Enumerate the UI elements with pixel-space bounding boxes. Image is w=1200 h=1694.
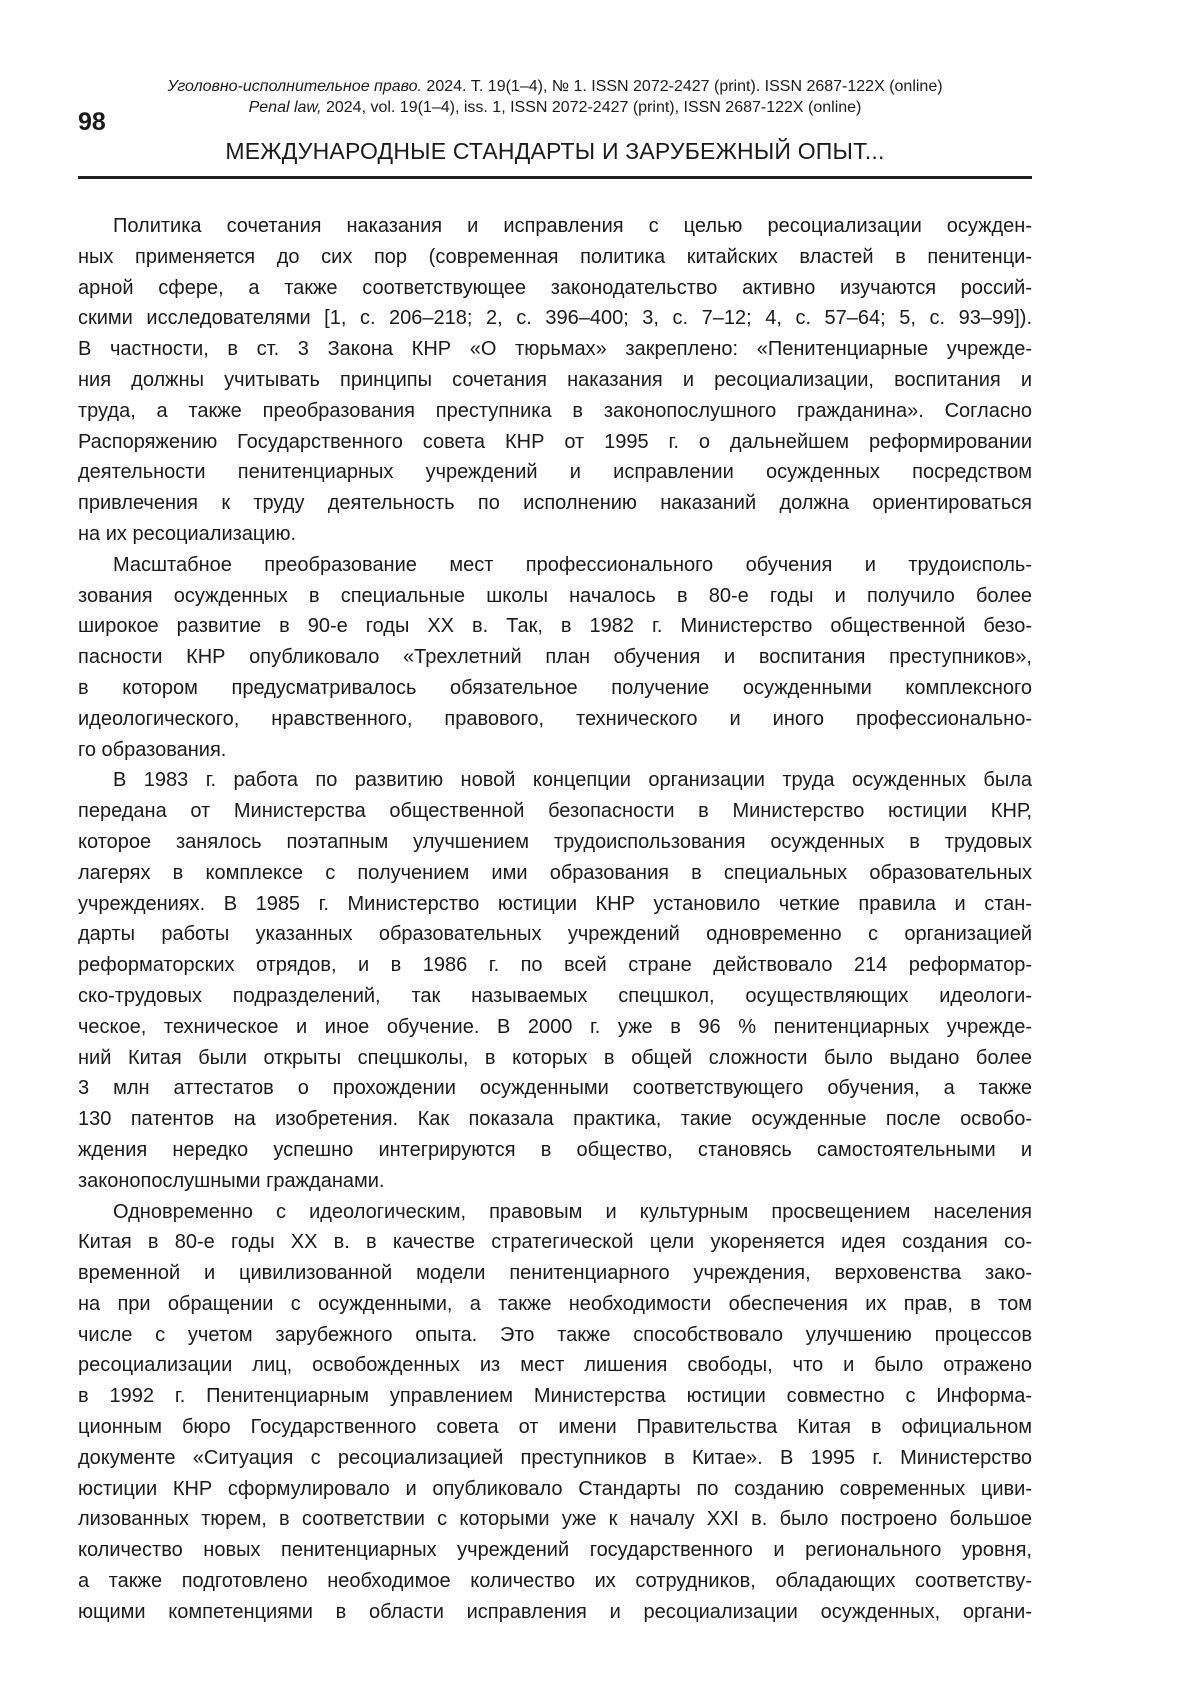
text-line: [78, 1474, 1032, 1505]
line-text: временной и цивилизованной модели пенитенциарного учреждения, верховенства зако-: [78, 1258, 1032, 1289]
line-text: ционным бюро Государственного совета от имени Правительства Китая в официальном: [78, 1412, 1032, 1443]
text-line: [78, 427, 1032, 458]
line-text: ско-трудовых подразделений, так называемых спецшкол, осуществляющих идеологи-: [78, 981, 1032, 1012]
line-text: скими исследователями [1, с. 206–218; 2, с. 396–400; 3, с. 7–12; 4, с. 57–64; 5, с. 93–99]).: [78, 303, 1032, 334]
text-line: [78, 1073, 1032, 1104]
line-text: числе с учетом зарубежного опыта. Это также способствовало улучшению процессов: [78, 1320, 1032, 1351]
journal-citation-ru: [78, 76, 1032, 97]
text-line: [78, 1535, 1032, 1566]
line-text: на при обращении с осужденными, а также необходимости обеспечения их прав, в том: [78, 1289, 1032, 1320]
line-text: привлечения к труду деятельность по исполнению наказаний должна ориентироваться: [78, 488, 1032, 519]
page-number: 98: [78, 108, 106, 137]
text-line: [78, 889, 1032, 920]
text-line: [78, 242, 1032, 273]
text-line: [78, 1412, 1032, 1443]
journal-citation-en: [78, 97, 1032, 118]
text-line: [78, 858, 1032, 889]
text-line: [78, 827, 1032, 858]
line-text: деятельности пенитенциарных учреждений и исправлении осужденных посредством: [78, 457, 1032, 488]
line-text: ждения нередко успешно интегрируются в общество, становясь самостоятельными и: [78, 1135, 1032, 1166]
text-line: [78, 1258, 1032, 1289]
line-text: Масштабное преобразование мест профессионального обучения и трудоисполь-: [113, 550, 1032, 581]
text-line: [78, 1135, 1032, 1166]
line-text: ных применяется до сих пор (современная политика китайских властей в пенитенци-: [78, 242, 1032, 273]
line-text: ческое, техническое и иное обучение. В 2000 г. уже в 96 % пенитенциарных учрежде-: [78, 1012, 1032, 1043]
journal-details-ru: 2024. Т. 19(1–4), № 1. ISSN 2072-2427 (print). ISSN 2687-122X (online): [422, 78, 943, 95]
text-line: [78, 950, 1032, 981]
section-title: МЕЖДУНАРОДНЫЕ СТАНДАРТЫ И ЗАРУБЕЖНЫЙ ОПЫТ...: [78, 136, 1032, 166]
line-text: а также подготовлено необходимое количество их сотрудников, обладающих соответству-: [78, 1566, 1032, 1597]
line-text: которое занялось поэтапным улучшением трудоиспользования осужденных в трудовых: [78, 827, 1032, 858]
line-text: юстиции КНР сформулировало и опубликовало Стандарты по созданию современных циви-: [78, 1474, 1032, 1505]
line-text: В 1983 г. работа по развитию новой концепции организации труда осужденных была: [113, 765, 1032, 796]
text-line: [78, 1504, 1032, 1535]
line-text: ющими компетенциями в области исправления и ресоциализации осужденных, органи-: [78, 1597, 1032, 1628]
line-text: лизованных тюрем, в соответствии с которыми уже к началу XXI в. было построено большое: [78, 1504, 1032, 1535]
text-line: [78, 1104, 1032, 1135]
line-text: в 1992 г. Пенитенциарным управлением Министерства юстиции совместно с Информа-: [78, 1381, 1032, 1412]
line-text: Распоряжению Государственного совета КНР от 1995 г. о дальнейшем реформировании: [78, 427, 1032, 458]
line-text: на их ресоциализацию.: [78, 519, 296, 550]
text-line: [78, 1043, 1032, 1074]
text-line: [78, 519, 1032, 550]
journal-details-en: 2024, vol. 19(1–4), iss. 1, ISSN 2072-2427 (print), ISSN 2687-122X (online): [322, 99, 862, 116]
line-text: в котором предусматривалось обязательное получение осужденными комплексного: [78, 673, 1032, 704]
text-line: [78, 735, 1032, 766]
line-text: Одновременно с идеологическим, правовым и культурным просвещением населения: [113, 1197, 1032, 1228]
header-divider: [78, 176, 1032, 179]
text-line: [78, 581, 1032, 612]
paragraph: [78, 550, 1032, 766]
line-text: 130 патентов на изобретения. Как показала практика, такие осужденные после освобо-: [78, 1104, 1032, 1135]
text-line: [78, 273, 1032, 304]
line-text: зования осужденных в специальные школы началось в 80-е годы и получило более: [78, 581, 1032, 612]
line-text: го образования.: [78, 735, 226, 766]
line-text: Китая в 80-е годы XX в. в качестве стратегической цели укореняется идея создания со-: [78, 1227, 1032, 1258]
text-line: [78, 765, 1032, 796]
text-line: [78, 1320, 1032, 1351]
line-text: труда, а также преобразования преступника в законопослушного гражданина». Согласно: [78, 396, 1032, 427]
line-text: реформаторских отрядов, и в 1986 г. по всей стране действовало 214 реформатор-: [78, 950, 1032, 981]
text-line: [78, 550, 1032, 581]
text-line: [78, 796, 1032, 827]
text-line: [78, 303, 1032, 334]
journal-title-ru: Уголовно-исполнительное право.: [167, 78, 422, 95]
line-text: пасности КНР опубликовало «Трехлетний план обучения и воспитания преступников»,: [78, 642, 1032, 673]
text-line: [78, 365, 1032, 396]
text-line: [78, 919, 1032, 950]
paragraph: [78, 1197, 1032, 1628]
paragraph: [78, 765, 1032, 1196]
text-line: [78, 396, 1032, 427]
line-text: арной сфере, а также соответствующее законодательство активно изучаются россий-: [78, 273, 1032, 304]
text-line: [78, 1166, 1032, 1197]
line-text: ния должны учитывать принципы сочетания наказания и ресоциализации, воспитания и: [78, 365, 1032, 396]
text-line: [78, 642, 1032, 673]
text-line: [78, 1197, 1032, 1228]
text-line: [78, 334, 1032, 365]
journal-title-en: Penal law,: [249, 99, 322, 116]
line-text: Политика сочетания наказания и исправления с целью ресоциализации осужден-: [113, 211, 1032, 242]
text-line: [78, 1566, 1032, 1597]
line-text: документе «Ситуация с ресоциализацией преступников в Китае». В 1995 г. Министерство: [78, 1443, 1032, 1474]
line-text: широкое развитие в 90-е годы XX в. Так, в 1982 г. Министерство общественной безо-: [78, 611, 1032, 642]
text-line: [78, 673, 1032, 704]
text-line: [78, 1597, 1032, 1628]
text-line: [78, 1443, 1032, 1474]
text-line: [78, 1012, 1032, 1043]
text-line: [78, 704, 1032, 735]
line-text: передана от Министерства общественной безопасности в Министерство юстиции КНР,: [78, 796, 1032, 827]
line-text: 3 млн аттестатов о прохождении осужденными соответствующего обучения, а также: [78, 1073, 1032, 1104]
line-text: учреждениях. В 1985 г. Министерство юстиции КНР установило четкие правила и стан-: [78, 889, 1032, 920]
line-text: дарты работы указанных образовательных учреждений одновременно с организацией: [78, 919, 1032, 950]
line-text: количество новых пенитенциарных учреждений государственного и регионального уровня,: [78, 1535, 1032, 1566]
line-text: законопослушными гражданами.: [78, 1166, 384, 1197]
line-text: лагерях в комплексе с получением ими образования в специальных образовательных: [78, 858, 1032, 889]
text-line: [78, 1350, 1032, 1381]
line-text: В частности, в ст. 3 Закона КНР «О тюрьмах» закреплено: «Пенитенциарные учрежде-: [78, 334, 1032, 365]
text-line: [78, 1381, 1032, 1412]
text-line: [78, 457, 1032, 488]
text-line: [78, 981, 1032, 1012]
text-line: [78, 211, 1032, 242]
line-text: ний Китая были открыты спецшколы, в которых в общей сложности было выдано более: [78, 1043, 1032, 1074]
text-line: [78, 488, 1032, 519]
line-text: идеологического, нравственного, правового, технического и иного профессионально-: [78, 704, 1032, 735]
line-text: ресоциализации лиц, освобожденных из мест лишения свободы, что и было отражено: [78, 1350, 1032, 1381]
text-line: [78, 1289, 1032, 1320]
text-line: [78, 611, 1032, 642]
article-body: [78, 211, 1032, 1628]
text-line: [78, 1227, 1032, 1258]
paragraph: [78, 211, 1032, 550]
